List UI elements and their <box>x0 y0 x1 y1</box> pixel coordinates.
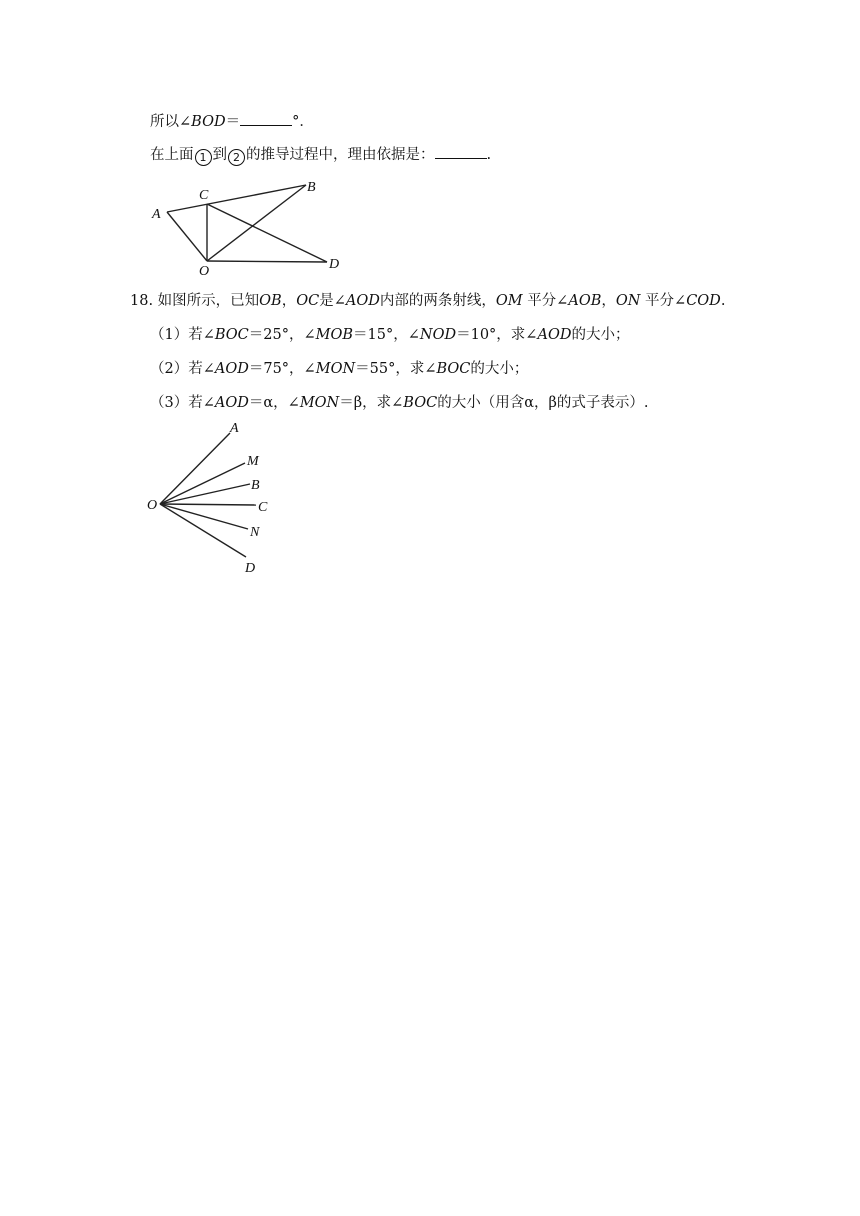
angle-name: BOC <box>436 361 471 377</box>
text: 的推导过程中，理由依据是： <box>246 147 435 163</box>
text: . <box>486 147 492 163</box>
text: （2）若∠ <box>150 361 215 377</box>
angle-name: AOD <box>214 361 249 377</box>
angle-name: MON <box>299 395 340 411</box>
angle-name: MON <box>315 361 356 377</box>
text: . <box>720 293 726 309</box>
label-d: D <box>245 561 256 576</box>
text: 在上面 <box>150 147 194 163</box>
text: °． <box>292 114 314 130</box>
ray-od <box>160 504 246 557</box>
label-o: O <box>147 498 158 513</box>
circled-number-1: 1 <box>195 149 212 166</box>
text: ＝55°，求∠ <box>355 361 437 377</box>
angle-name: NOD <box>419 327 457 343</box>
text: ＝α，∠ <box>248 395 300 411</box>
label-d: D <box>329 257 340 272</box>
text: 内部的两条射线， <box>379 293 496 309</box>
text: 的大小； <box>470 361 529 377</box>
angle-name: AOB <box>568 293 602 309</box>
text: ＝β，求∠ <box>339 395 404 411</box>
ray-ob <box>160 484 250 504</box>
circled-number-2: 2 <box>228 149 245 166</box>
text: 的大小； <box>571 327 630 343</box>
label-m: M <box>247 454 259 469</box>
text: （3）若∠ <box>150 395 215 411</box>
ray-om <box>160 463 245 504</box>
label-c: C <box>199 188 209 203</box>
text: 所以∠ <box>150 114 192 130</box>
angle-name: AOD <box>537 327 572 343</box>
question-number: 18. <box>130 293 154 309</box>
angle-name: BOD <box>191 114 226 130</box>
figure-2-diagram <box>0 0 860 600</box>
text: ， <box>601 293 616 309</box>
text: 是∠ <box>319 293 346 309</box>
text: ＝ <box>225 114 241 130</box>
label-a: A <box>230 421 239 436</box>
ray-oc <box>160 504 256 505</box>
ray-name: OB <box>259 293 282 309</box>
text: 平分∠ <box>527 293 569 309</box>
angle-name: AOD <box>214 395 249 411</box>
text: ＝15°，∠ <box>353 327 420 343</box>
text: ， <box>281 293 297 309</box>
text: 的大小（用含α，β的式子表示）. <box>437 395 649 411</box>
text: ＝75°，∠ <box>248 361 316 377</box>
ray-oa <box>160 433 230 504</box>
text: ＝25°，∠ <box>248 327 316 343</box>
label-b: B <box>251 478 260 493</box>
text: 如图所示，已知 <box>157 293 260 309</box>
ray-name: OC <box>296 293 320 309</box>
angle-name: COD <box>686 293 721 309</box>
label-o: O <box>199 264 210 279</box>
label-n: N <box>250 525 260 540</box>
label-a: A <box>152 207 161 222</box>
angle-name: AOD <box>345 293 380 309</box>
ray-on <box>160 504 248 529</box>
text: ＝10°，求∠ <box>456 327 538 343</box>
label-b: B <box>307 180 316 195</box>
ray-name: ON <box>615 293 641 309</box>
angle-name: BOC <box>214 327 249 343</box>
label-c: C <box>258 500 268 515</box>
angle-name: BOC <box>403 395 438 411</box>
text: （1）若∠ <box>150 327 215 343</box>
text: 平分∠ <box>645 293 687 309</box>
ray-name: OM <box>495 293 523 309</box>
angle-name: MOB <box>315 327 354 343</box>
text: 到 <box>212 147 227 163</box>
